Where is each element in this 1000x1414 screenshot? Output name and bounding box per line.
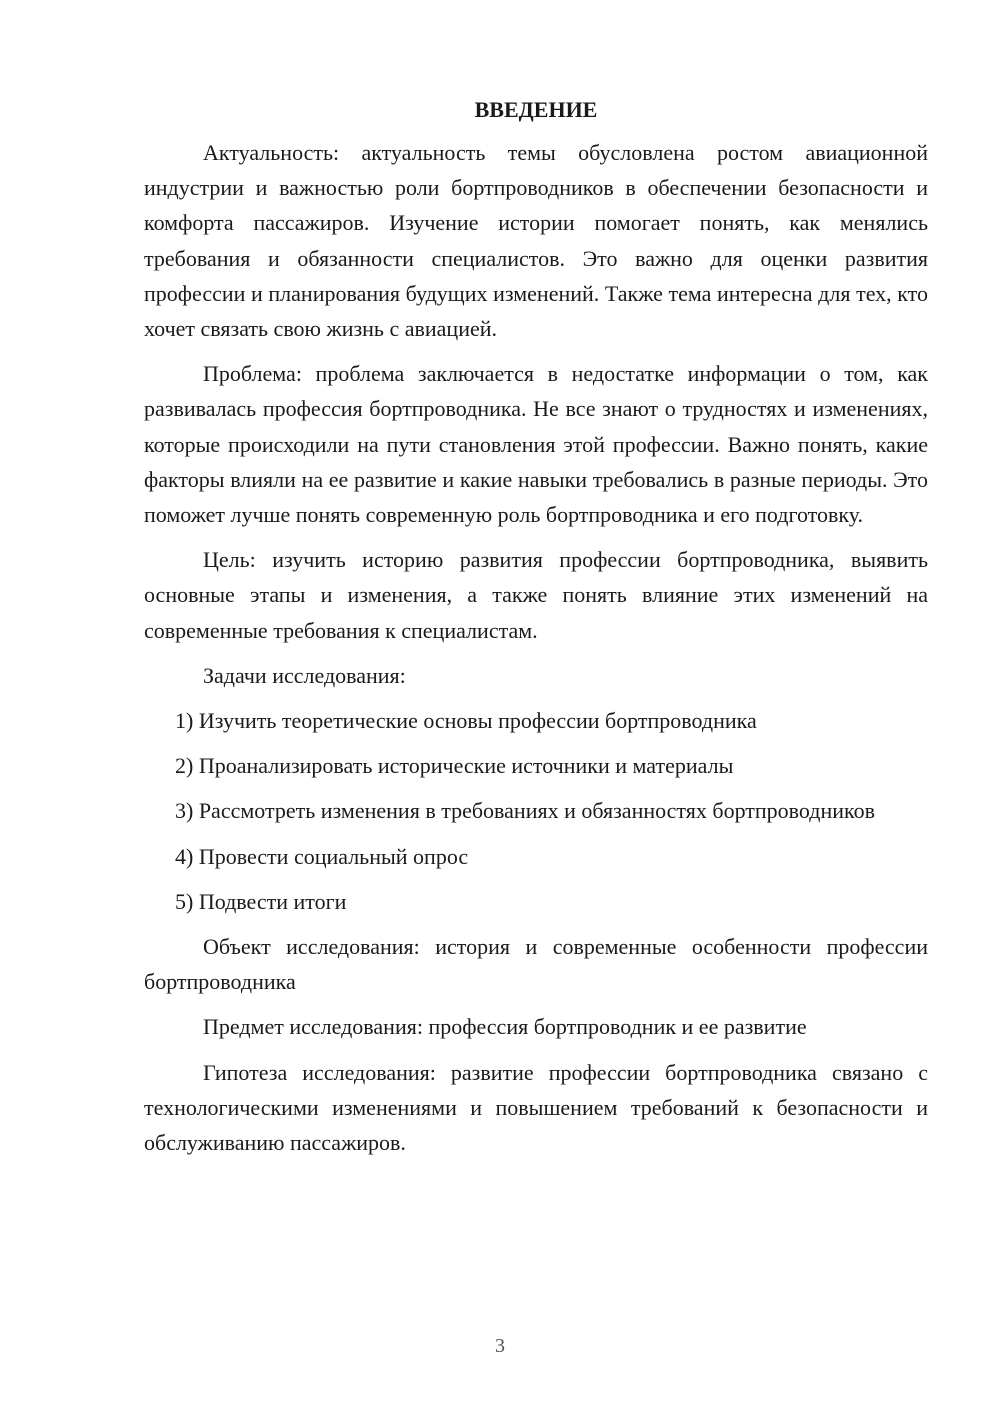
tasks-heading: Задачи исследования: — [203, 662, 406, 688]
page-title: ВВЕДЕНИЕ — [474, 97, 598, 122]
document-page — [144, 92, 928, 1170]
list-item: 1) Изучить теоретические основы профессии бортпроводника — [175, 708, 757, 734]
list-item: 4) Провести социальный опрос — [175, 843, 469, 869]
list-item: 5) Подвести итоги — [175, 888, 347, 914]
paragraph-problem: Проблема: проблема заключается в недостатке информации о том, как развивалась профессия бортпроводника. Не все знают о трудностях и изменениях, которые происходили на пути становления этой профессии. Важно понять, какие факторы влияли на ее развитие и какие навыки требовались в разные периоды. Это поможет лучше понять современную роль бортпроводника и его подготовку. — [144, 361, 928, 528]
tasks-list — [144, 703, 928, 919]
page-number: 3 — [495, 1335, 505, 1357]
paragraph-relevance: Актуальность: актуальность темы обусловлена ростом авиационной индустрии и важностью роли бортпроводников в обеспечении безопасности и комфорта пассажиров. Изучение истории помогает понять, как менялись требования и обязанности специалистов. Это важно для оценки развития профессии и планирования будущих изменений. Также тема интересна для тех, кто хочет связать свою жизнь с авиацией. — [144, 140, 928, 342]
paragraph-object: Объект исследования: история и современные особенности профессии бортпроводника — [144, 934, 928, 995]
list-item: 3) Рассмотреть изменения в требованиях и обязанностях бортпроводников — [175, 798, 875, 824]
paragraph-goal: Цель: изучить историю развития профессии бортпроводника, выявить основные этапы и изменения, а также понять влияние этих изменений на современные требования к специалистам. — [144, 547, 928, 643]
list-item: 2) Проанализировать исторические источники и материалы — [175, 753, 734, 779]
paragraph-hypothesis: Гипотеза исследования: развитие профессии бортпроводника связано с технологическими изменениями и повышением требований к безопасности и обслуживанию пассажиров. — [144, 1059, 928, 1156]
paragraph-subject: Предмет исследования: профессия бортпроводник и ее развитие — [203, 1014, 807, 1040]
